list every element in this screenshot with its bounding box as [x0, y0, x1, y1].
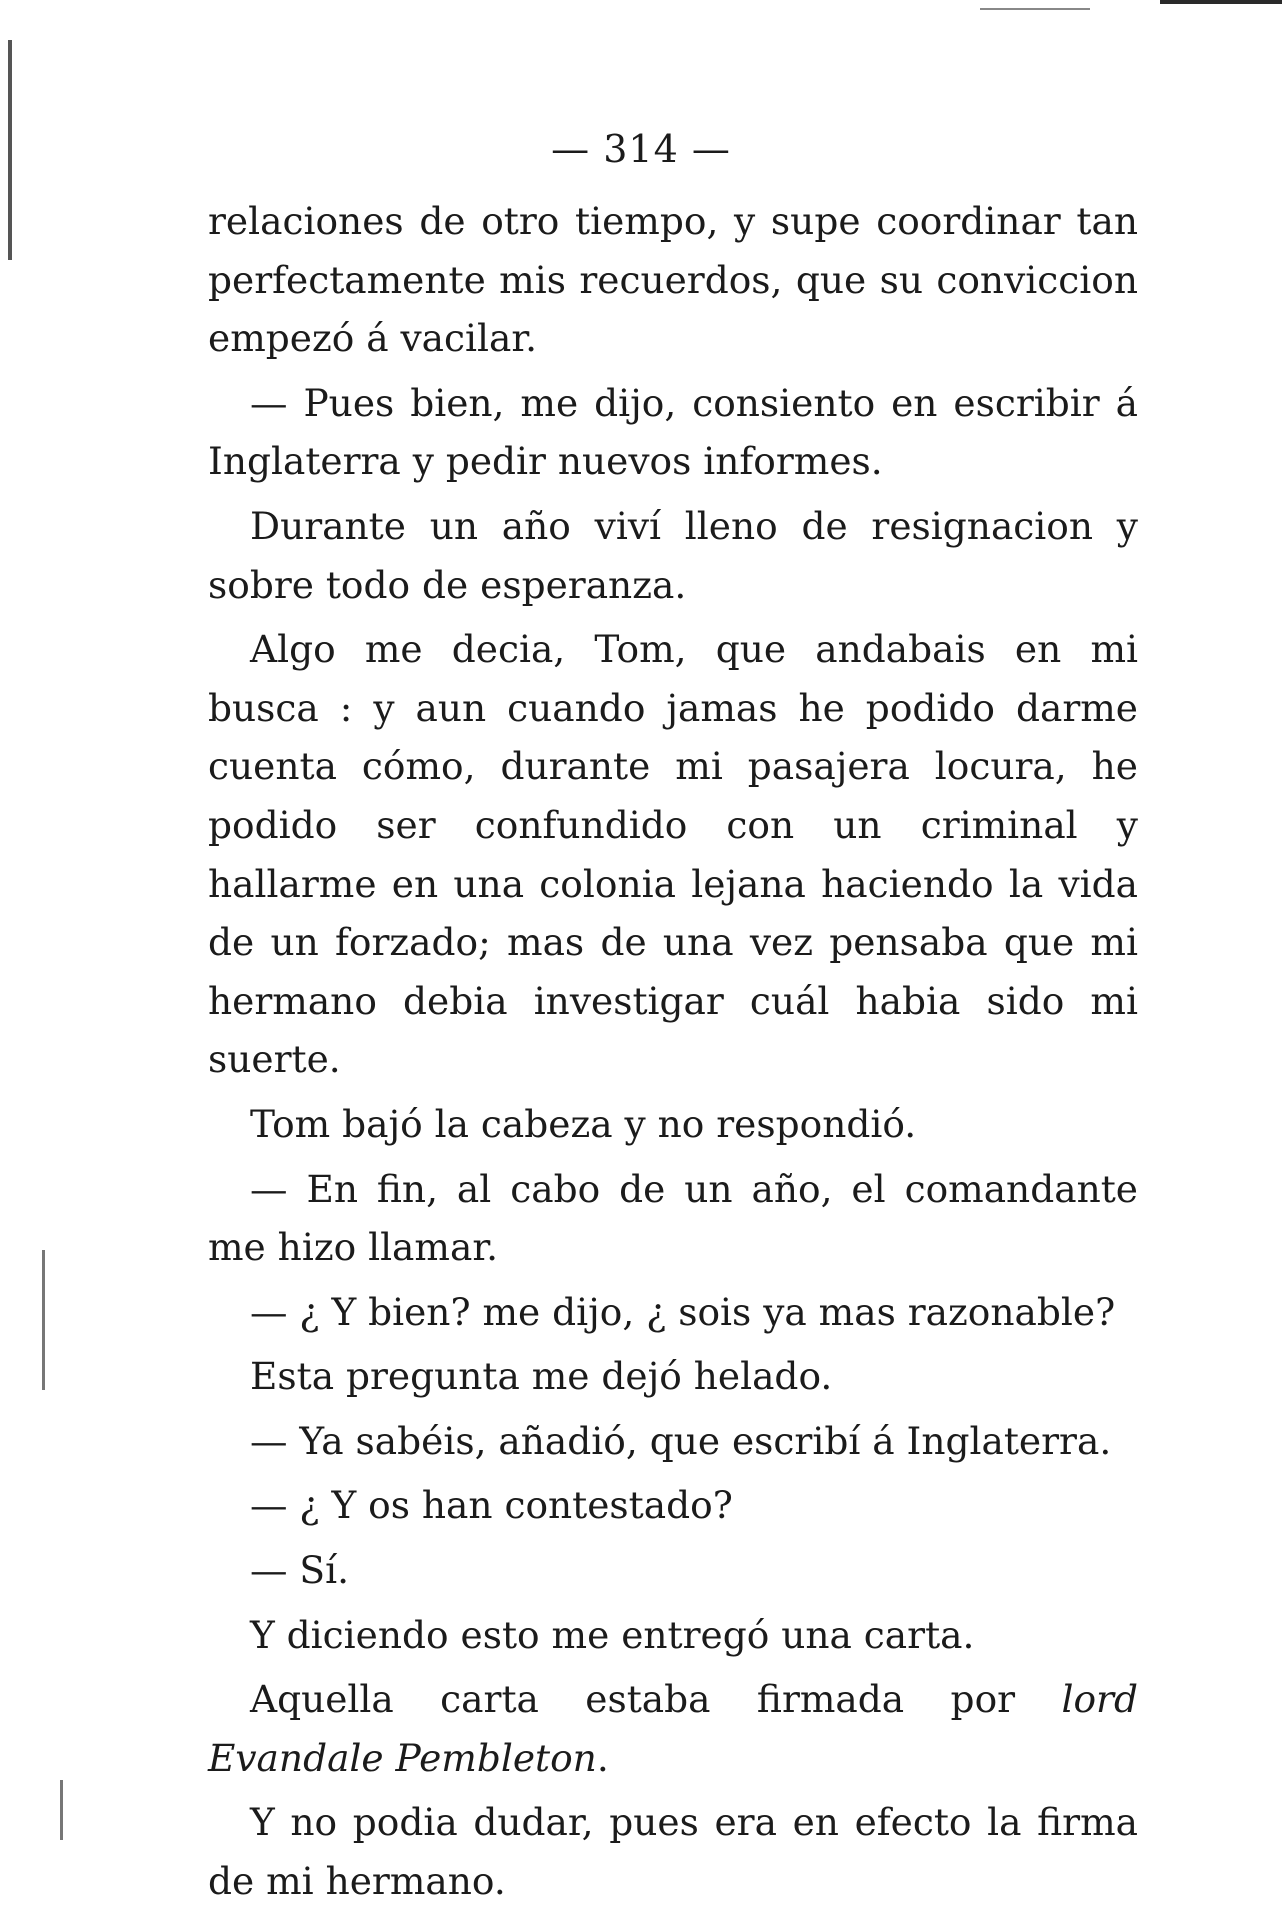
paragraph-2: — Pues bien, me dijo, consiento en escribir á Inglaterra y pedir nuevos informes. — [208, 380, 1138, 484]
paragraph-3: Durante un año viví lleno de resignacion y sobre todo de esperanza. — [208, 503, 1138, 607]
paragraph-4: Algo me decia, Tom, que andabais en mi busca : y aun cuando jamas he podido darme cuenta cómo, durante mi pasajera locura, he podido ser confundido con un criminal y hallarme en una colonia lejana haciendo la vida de un forzado; mas de una vez pensaba que mi hermano debia investigar cuál habia sido mi suerte. — [208, 627, 1138, 1082]
paragraph-13-text: Aquella carta estaba firmada por — [250, 1677, 1062, 1722]
body-text — [208, 192, 1138, 1911]
paragraph-10: — ¿ Y os han contestado? — [250, 1483, 733, 1528]
paragraph-8: Esta pregunta me dejó helado. — [250, 1354, 833, 1399]
paragraph-6: — En fin, al cabo de un año, el comandante me hizo llamar. — [208, 1166, 1138, 1270]
scan-edge-mark-left-lower — [60, 1780, 63, 1840]
paragraph-7: — ¿ Y bien? me dijo, ¿ sois ya mas razonable? — [250, 1289, 1116, 1334]
scan-edge-mark-left-middle — [42, 1250, 45, 1390]
paragraph-13-end: . — [596, 1735, 609, 1780]
scan-edge-mark-top-right — [1160, 0, 1282, 4]
paragraph-14: Y no podia dudar, pues era en efecto la firma de mi hermano. — [208, 1800, 1138, 1904]
paragraph-9: — Ya sabéis, añadió, que escribí á Inglaterra. — [250, 1418, 1112, 1463]
paragraph-12: Y diciendo esto me entregó una carta. — [250, 1612, 975, 1657]
scan-edge-mark-top — [980, 8, 1090, 10]
page-number: — 314 — — [551, 127, 731, 171]
paragraph-13 — [208, 1670, 1138, 1787]
paragraph-5: Tom bajó la cabeza y no respondió. — [250, 1101, 917, 1146]
paragraph-11: — Sí. — [250, 1548, 350, 1593]
signature-name: lord Evandale Pembleton — [208, 1677, 1138, 1780]
paragraph-1: relaciones de otro tiempo, y supe coordinar tan perfectamente mis recuerdos, que su conviccion empezó á vacilar. — [208, 199, 1138, 361]
